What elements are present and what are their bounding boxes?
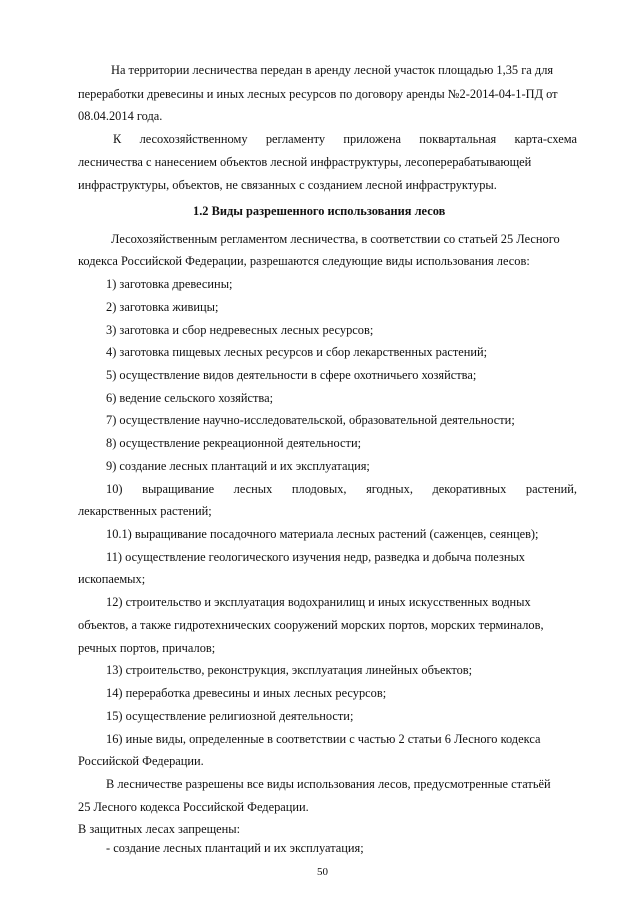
list-item: 3) заготовка и сбор недревесных лесных ресурсов; — [106, 323, 374, 337]
list-item: 10.1) выращивание посадочного материала лесных растений (саженцев, сеянцев); — [106, 527, 539, 541]
list-item-word: плодовых, — [291, 482, 347, 496]
list-item-11-line-2: ископаемых; — [78, 572, 146, 586]
map-word: карта-схема — [514, 132, 577, 146]
list-item: 2) заготовка живицы; — [106, 300, 219, 314]
list-item: 1) заготовка древесины; — [106, 277, 233, 291]
list-item-12-line-2: объектов, а также гидротехнических сооружений морских портов, морских терминалов, — [78, 618, 544, 632]
intro-line-2: кодекса Российской Федерации, разрешаются следующие виды использования лесов: — [78, 254, 530, 268]
list-item-16-line-2: Российской Федерации. — [78, 754, 204, 768]
map-paragraph-line-3: инфраструктуры, объектов, не связанных с созданием лесной инфраструктуры. — [78, 178, 497, 192]
list-item: 13) строительство, реконструкция, эксплуатация линейных объектов; — [106, 663, 473, 677]
list-item: 5) осуществление видов деятельности в сфере охотничьего хозяйства; — [106, 368, 477, 382]
map-word: регламенту — [265, 132, 326, 146]
section-heading: 1.2 Виды разрешенного использования лесов — [193, 204, 446, 218]
list-item-word: декоративных — [432, 482, 507, 496]
lease-paragraph-line-1: На территории лесничества передан в аренду лесной участок площадью 1,35 га для — [111, 63, 554, 77]
list-item-11-line-1: 11) осуществление геологического изучения недр, разведка и добыча полезных — [106, 550, 525, 564]
list-item-word: выращивание — [142, 482, 215, 496]
list-item: 4) заготовка пищевых лесных ресурсов и сбор лекарственных растений; — [106, 345, 488, 359]
map-word: поквартальная — [419, 132, 497, 146]
protective-heading: В защитных лесах запрещены: — [78, 822, 241, 836]
map-word: лесохозяйственному — [139, 132, 248, 146]
list-item-12-line-1: 12) строительство и эксплуатация водохранилищ и иных искусственных водных — [106, 595, 531, 609]
list-item-10-line-1 — [106, 481, 577, 497]
list-item: 6) ведение сельского хозяйства; — [106, 391, 274, 405]
list-item: 8) осуществление рекреационной деятельности; — [106, 436, 362, 450]
map-paragraph-line-2: лесничества с нанесением объектов лесной инфраструктуры, лесоперерабатывающей — [78, 155, 532, 169]
map-paragraph-line-1 — [113, 131, 577, 147]
lease-paragraph-line-2: переработки древесины и иных лесных ресурсов по договору аренды №2-2014-04-1-ПД от — [78, 87, 558, 101]
list-item-word: растений, — [525, 482, 577, 496]
list-item-word: ягодных, — [366, 482, 413, 496]
list-item: 7) осуществление научно-исследовательской, образовательной деятельности; — [106, 413, 515, 427]
list-item-12-line-3: речных портов, причалов; — [78, 641, 216, 655]
list-item: 15) осуществление религиозной деятельности; — [106, 709, 354, 723]
list-item-16-line-1: 16) иные виды, определенные в соответствии с частью 2 статьи 6 Лесного кодекса — [106, 732, 541, 746]
list-item-10-line-2: лекарственных растений; — [78, 504, 212, 518]
lease-paragraph-line-3: 08.04.2014 года. — [78, 109, 163, 123]
map-word: К — [113, 132, 122, 146]
closing-line-1: В лесничестве разрешены все виды использования лесов, предусмотренные статьёй — [106, 777, 551, 791]
list-item-word: 10) — [106, 482, 123, 496]
list-item: 14) переработка древесины и иных лесных ресурсов; — [106, 686, 387, 700]
page-number: 50 — [317, 866, 328, 878]
list-item: 9) создание лесных плантаций и их эксплуатация; — [106, 459, 370, 473]
closing-line-2: 25 Лесного кодекса Российской Федерации. — [78, 800, 309, 814]
list-item-word: лесных — [233, 482, 273, 496]
map-word: приложена — [343, 132, 401, 146]
protective-item: - создание лесных плантаций и их эксплуатация; — [106, 841, 364, 855]
intro-line-1: Лесохозяйственным регламентом лесничества, в соответствии со статьей 25 Лесного — [111, 232, 560, 246]
